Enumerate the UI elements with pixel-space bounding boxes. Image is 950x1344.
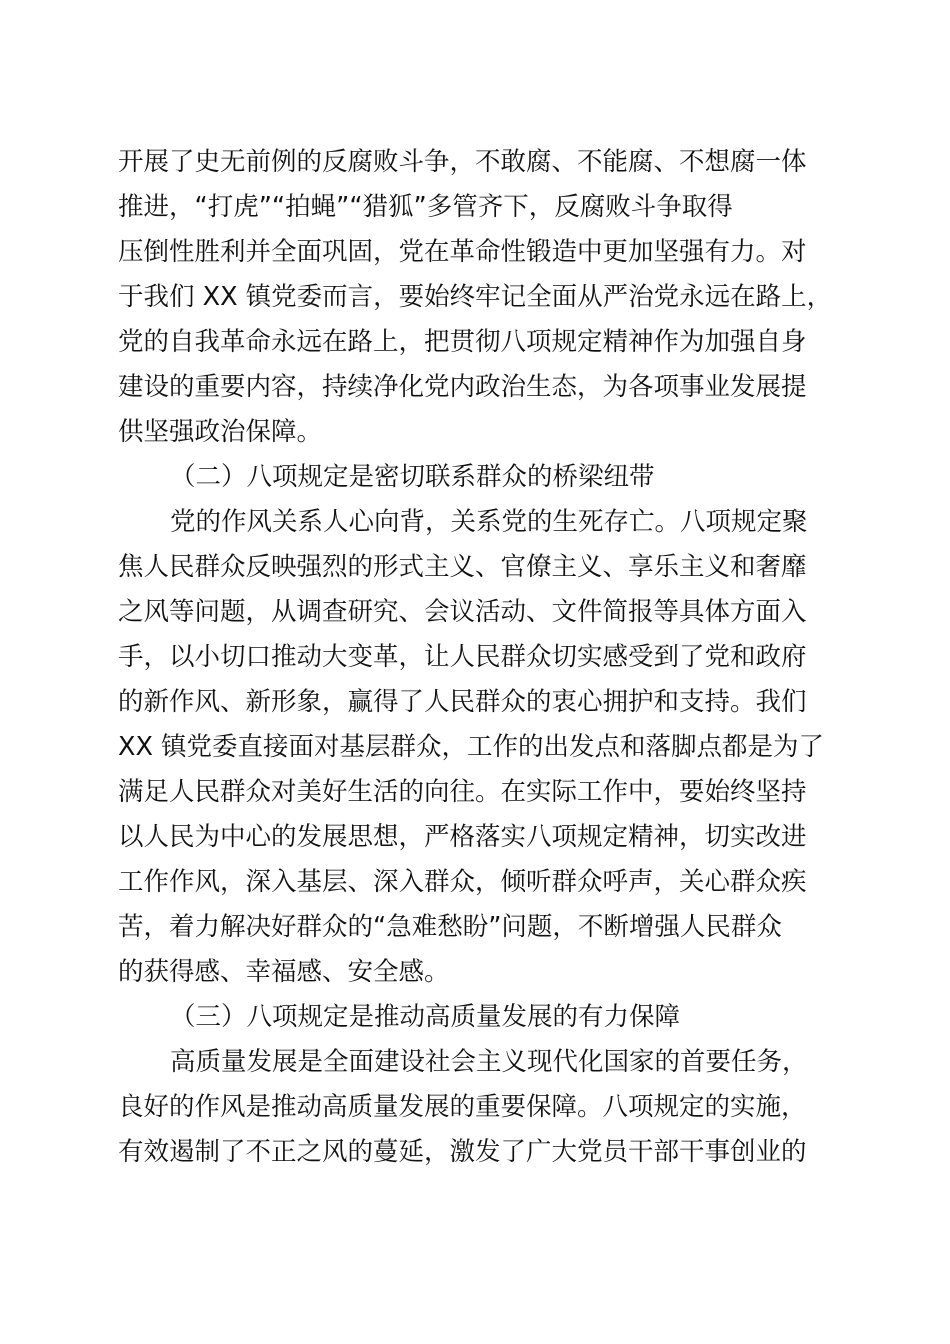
text-line: 推进，“打虎”“拍蝇”“猎狐”多管齐下，反腐败斗争取得 <box>118 192 733 222</box>
text-line: 满足人民群众对美好生活的向往。在实际工作中，要始终坚持 <box>118 777 807 807</box>
text-line: 开展了史无前例的反腐败斗争，不敢腐、不能腐、不想腐一体 <box>118 147 807 177</box>
text-line: 的获得感、幸福感、安全感。 <box>118 957 450 987</box>
text-line: 高质量发展是全面建设社会主义现代化国家的首要任务， <box>170 1047 808 1077</box>
text-line: 工作作风，深入基层、深入群众，倾听群众呼声，关心群众疾 <box>118 867 807 897</box>
text-line: XX 镇党委直接面对基层群众，工作的出发点和落脚点都是为了 <box>118 732 825 762</box>
text-line: 之风等问题，从调查研究、会议活动、文件简报等具体方面入 <box>118 597 807 627</box>
text-line: 苦，着力解决好群众的“急难愁盼”问题，不断增强人民群众 <box>118 912 782 942</box>
body-text <box>118 140 834 1175</box>
text-line: 党的作风关系人心向背，关系党的生死存亡。八项规定聚 <box>170 507 808 537</box>
text-line: 以人民为中心的发展思想，严格落实八项规定精神，切实改进 <box>118 822 807 852</box>
text-line: 手，以小切口推动大变革，让人民群众切实感受到了党和政府 <box>118 642 807 672</box>
text-line: 压倒性胜利并全面巩固，党在革命性锻造中更加坚强有力。对 <box>118 237 807 267</box>
text-line: 建设的重要内容，持续净化党内政治生态，为各项事业发展提 <box>118 372 807 402</box>
text-line: 的新作风、新形象，赢得了人民群众的衷心拥护和支持。我们 <box>118 687 807 717</box>
text-line: 良好的作风是推动高质量发展的重要保障。八项规定的实施， <box>118 1092 807 1122</box>
text-line: （二）八项规定是密切联系群众的桥梁纽带 <box>170 462 655 492</box>
text-line: （三）八项规定是推动高质量发展的有力保障 <box>170 1002 681 1032</box>
text-line: 党的自我革命永远在路上，把贯彻八项规定精神作为加强自身 <box>118 327 807 357</box>
text-line: 焦人民群众反映强烈的形式主义、官僚主义、享乐主义和奢靡 <box>118 552 807 582</box>
text-line: 供坚强政治保障。 <box>118 417 323 447</box>
text-line: 于我们 XX 镇党委而言，要始终牢记全面从严治党永远在路上， <box>118 282 833 312</box>
text-line: 有效遏制了不正之风的蔓延，激发了广大党员干部干事创业的 <box>118 1137 807 1167</box>
